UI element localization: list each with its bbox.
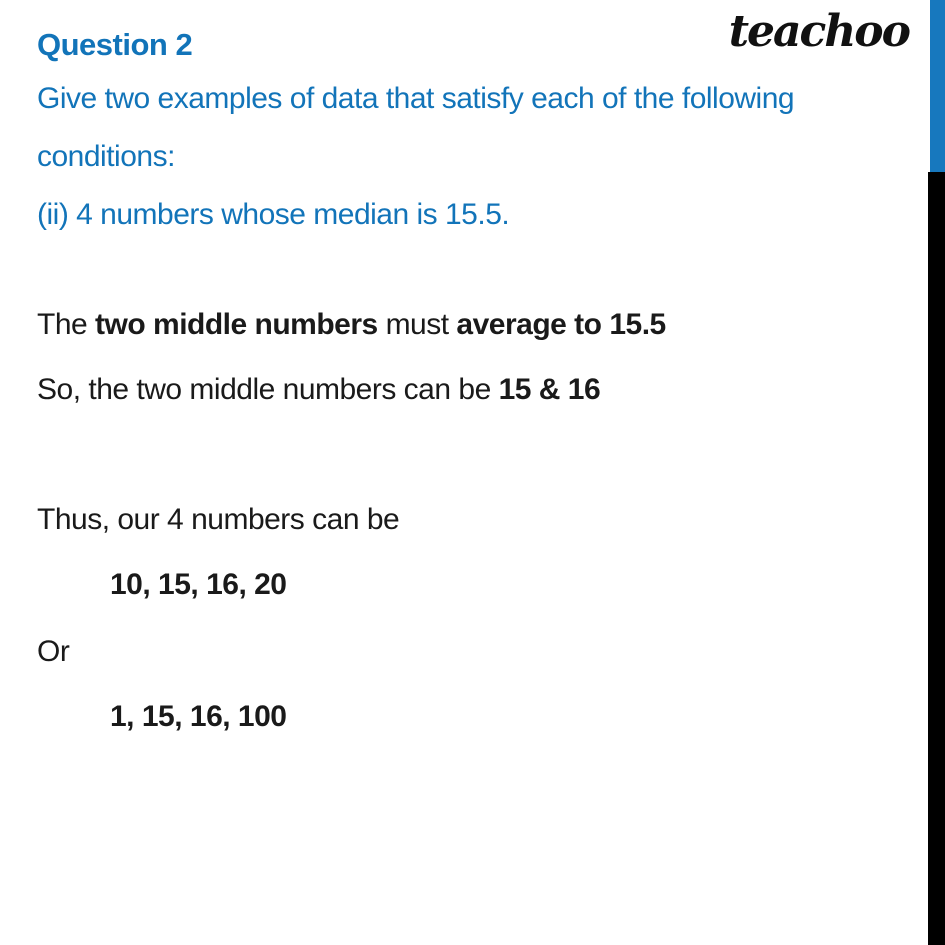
solution-statement-1 bbox=[37, 306, 666, 344]
solution-statement-1-text: The bbox=[37, 308, 96, 341]
solution-statement-2 bbox=[37, 371, 600, 409]
teachoo-logo: teachoo bbox=[728, 6, 909, 57]
right-accent-bar-black bbox=[928, 172, 945, 945]
solution-or-label: Or bbox=[37, 635, 70, 668]
solution-example-1: 10, 15, 16, 20 bbox=[110, 568, 287, 601]
question-line-1: Give two examples of data that satisfy each of the following bbox=[37, 82, 795, 115]
question-line-3: (ii) 4 numbers whose median is 15.5. bbox=[37, 198, 510, 231]
solution-statement-1-bold-b: average to 15.5 bbox=[456, 308, 666, 341]
solution-statement-2-text: So, the two middle numbers can be bbox=[37, 373, 499, 406]
solution-statement-1-bold-a: two middle numbers bbox=[95, 308, 378, 341]
question-heading: Question 2 bbox=[37, 27, 193, 62]
solution-statement-1-text-b: must bbox=[377, 308, 457, 341]
right-accent-bar-blue bbox=[930, 0, 945, 172]
question-line-2: conditions: bbox=[37, 140, 175, 173]
solution-example-2: 1, 15, 16, 100 bbox=[110, 700, 287, 733]
solution-statement-3: Thus, our 4 numbers can be bbox=[37, 503, 400, 536]
solution-statement-2-bold: 15 & 16 bbox=[498, 373, 601, 406]
